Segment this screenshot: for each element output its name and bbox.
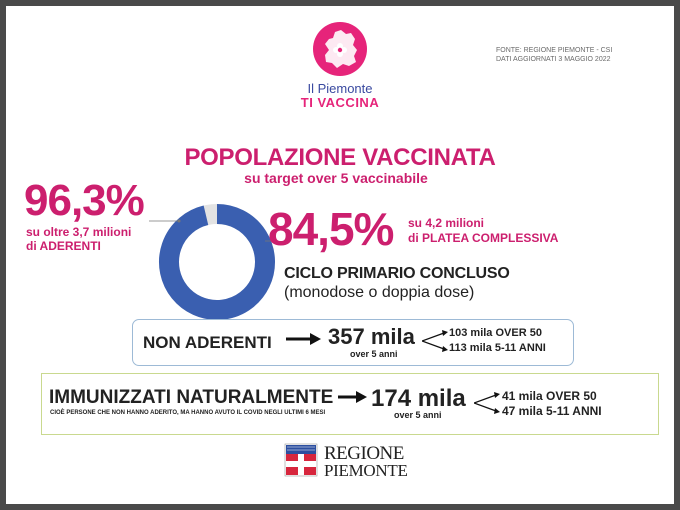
piemonte-ti-vaccina-logo [313, 22, 367, 76]
ciclo-title: CICLO PRIMARIO CONCLUSO [284, 265, 510, 282]
branch-arrows-icon [422, 328, 450, 354]
ciclo-subtitle: (monodose o doppia dose) [284, 284, 475, 301]
platea-percent: 84,5% [268, 203, 394, 255]
arrow-right-icon [286, 332, 322, 346]
aderenti-percent: 96,3% [24, 176, 144, 225]
non-aderenti-note: over 5 anni [350, 349, 398, 359]
vaccination-donut-chart [149, 194, 285, 330]
immunizzati-label: IMMUNIZZATI NATURALMENTE [49, 387, 334, 408]
regione-name-line2: PIEMONTE [324, 461, 408, 480]
aderenti-desc-line2: di ADERENTI [26, 239, 101, 253]
platea-desc-line1: su 4,2 milioni [408, 216, 485, 230]
logo-text-line2: TI VACCINA [300, 95, 380, 110]
source-note [496, 46, 656, 64]
page-title: POPOLAZIONE VACCINATA [184, 144, 496, 171]
non-aderenti-breakdown-item: 113 mila 5-11 ANNI [449, 342, 546, 354]
immunizzati-value: 174 mila [371, 385, 466, 412]
platea-desc-line2: di PLATEA COMPLESSIVA [408, 231, 559, 245]
branch-arrows-icon [474, 390, 502, 416]
regione-piemonte-crest-icon [284, 443, 318, 477]
source-line2: DATI AGGIORNATI 3 MAGGIO 2022 [496, 56, 611, 63]
immunizzati-sub: over 5 anni [394, 410, 442, 420]
source-line1: FONTE: REGIONE PIEMONTE - CSI [496, 47, 613, 54]
non-aderenti-value: 357 mila [328, 324, 415, 349]
aderenti-desc-line1: su oltre 3,7 milioni [26, 225, 132, 239]
immunizzati-breakdown-item: 47 mila 5-11 ANNI [502, 404, 602, 418]
infographic [6, 6, 674, 504]
non-aderenti-label: NON ADERENTI [143, 333, 272, 352]
regione-name-line1: REGIONE [324, 443, 404, 464]
logo-text-line1: Il Piemonte [307, 81, 373, 96]
donut-aderenti-arc [169, 214, 265, 310]
immunizzati-breakdown-item: 41 mila OVER 50 [502, 389, 597, 403]
platea-description [408, 216, 598, 246]
aderenti-description [26, 225, 166, 253]
flower-region-icon [313, 22, 367, 76]
aderenti-pointer-dot [178, 220, 181, 223]
page-subtitle: su target over 5 vaccinabile [244, 170, 428, 186]
immunizzati-note: CIOÈ PERSONE CHE NON HANNO ADERITO, MA HANNO AVUTO IL COVID NEGLI ULTIMI 6 MESI [50, 410, 326, 416]
non-aderenti-breakdown-item: 103 mila OVER 50 [449, 327, 542, 339]
arrow-right-icon [338, 390, 368, 404]
